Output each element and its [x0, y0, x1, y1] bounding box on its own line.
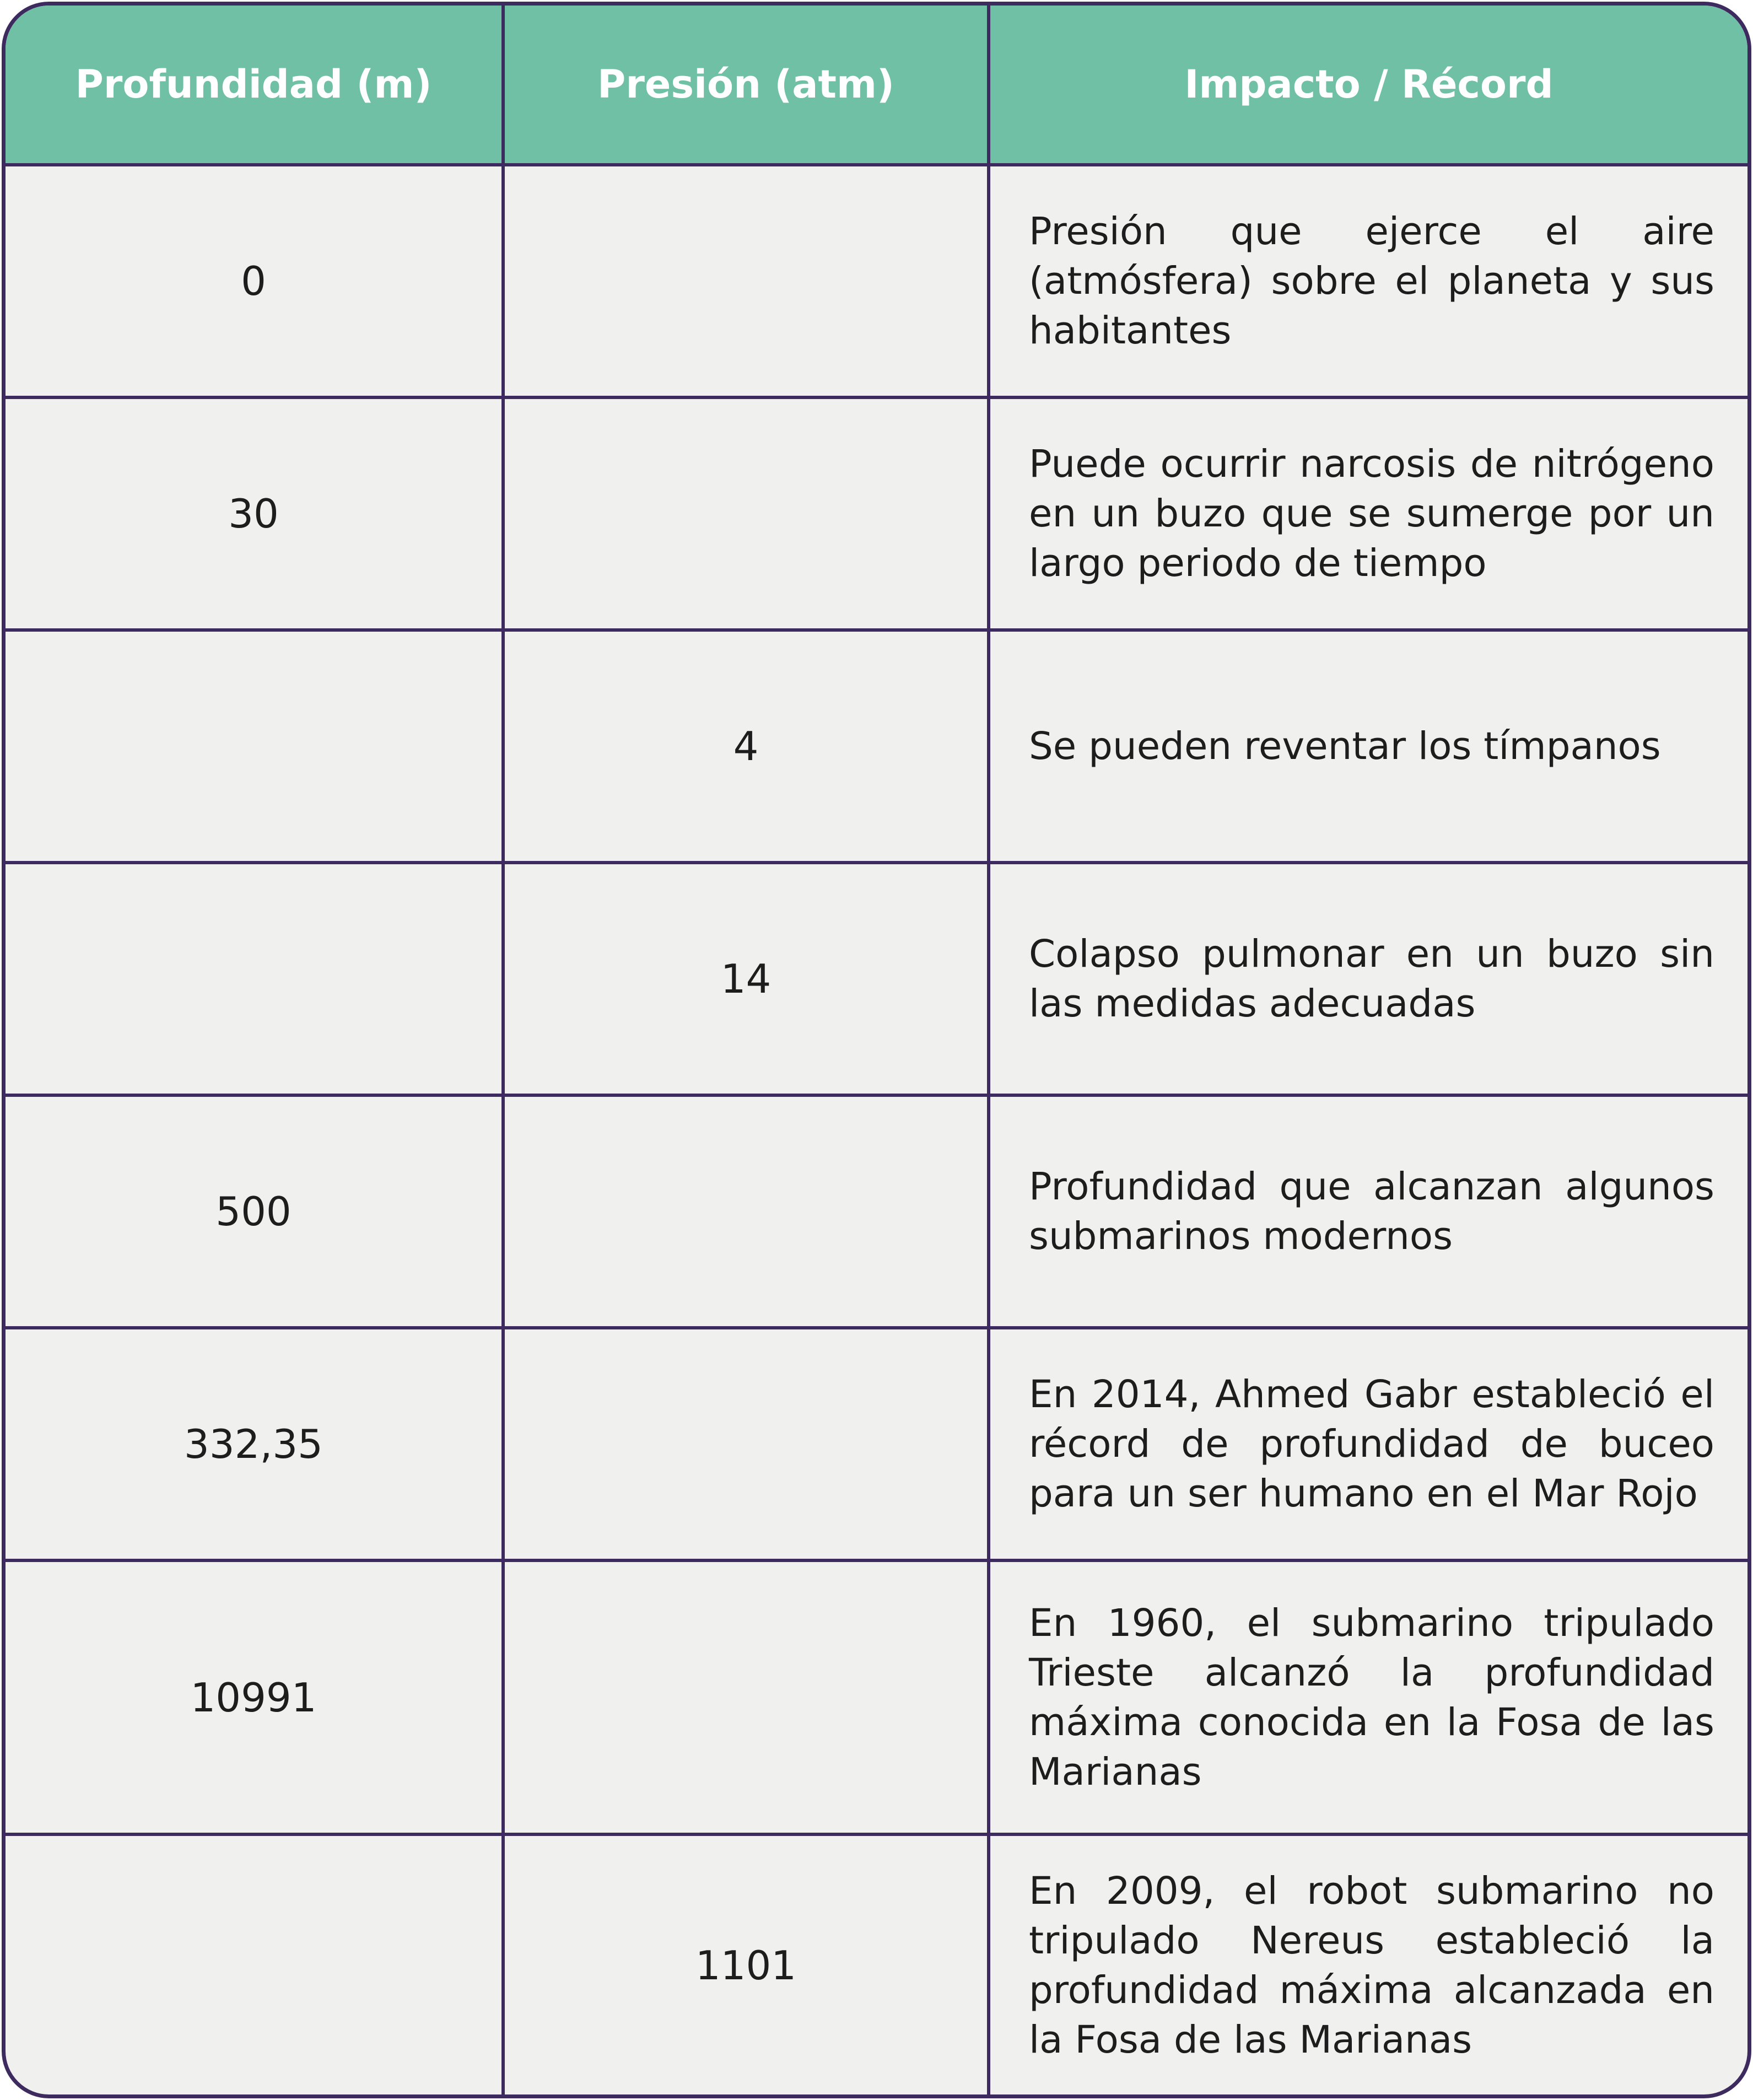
- cell-depth: 0: [6, 166, 505, 399]
- cell-depth: [6, 632, 505, 864]
- cell-impact: [990, 632, 1747, 864]
- cell-pressure: 1101: [505, 1836, 990, 2094]
- header-depth: Profundidad (m): [6, 6, 505, 166]
- cell-pressure: 14: [505, 864, 990, 1097]
- cell-pressure: [505, 1097, 990, 1329]
- cell-impact: [990, 864, 1747, 1097]
- cell-pressure: [505, 166, 990, 399]
- impact-text: En 2009, el robot submarino no tripulado Nereus estableció la profundidad máxima alcanzada en la Fosa de las Marianas: [1029, 1869, 1714, 2062]
- cell-depth: [6, 864, 505, 1097]
- cell-impact: [990, 1097, 1747, 1329]
- cell-depth: 332,35: [6, 1329, 505, 1562]
- cell-pressure: [505, 1329, 990, 1562]
- cell-pressure: 4: [505, 632, 990, 864]
- cell-depth: 30: [6, 399, 505, 632]
- cell-impact: [990, 1329, 1747, 1562]
- cell-pressure: [505, 399, 990, 632]
- impact-text: Se pueden reventar los tímpanos: [1029, 724, 1661, 768]
- header-impact: Impacto / Récord: [990, 6, 1747, 166]
- impact-text: En 1960, el submarino tripulado Trieste alcanzó la profundidad máxima conocida en la Fosa de las Marianas: [1029, 1601, 1714, 1794]
- cell-pressure: [505, 1562, 990, 1836]
- depth-pressure-table: [2, 2, 1751, 2098]
- cell-depth: 500: [6, 1097, 505, 1329]
- cell-impact: [990, 1836, 1747, 2094]
- impact-text: Presión que ejerce el aire (atmósfera) sobre el planeta y sus habitantes: [1029, 209, 1714, 353]
- impact-text: Colapso pulmonar en un buzo sin las medidas adecuadas: [1029, 932, 1714, 1026]
- cell-depth: 10991: [6, 1562, 505, 1836]
- cell-depth: [6, 1836, 505, 2094]
- table-grid: [6, 6, 1747, 2094]
- header-pressure: Presión (atm): [505, 6, 990, 166]
- impact-text: En 2014, Ahmed Gabr estableció el récord de profundidad de buceo para un ser humano en el Mar Rojo: [1029, 1372, 1714, 1516]
- cell-impact: [990, 399, 1747, 632]
- impact-text: Puede ocurrir narcosis de nitrógeno en un buzo que se sumerge por un largo periodo de tiempo: [1029, 442, 1714, 585]
- cell-impact: [990, 166, 1747, 399]
- cell-impact: [990, 1562, 1747, 1836]
- impact-text: Profundidad que alcanzan algunos submarinos modernos: [1029, 1165, 1714, 1258]
